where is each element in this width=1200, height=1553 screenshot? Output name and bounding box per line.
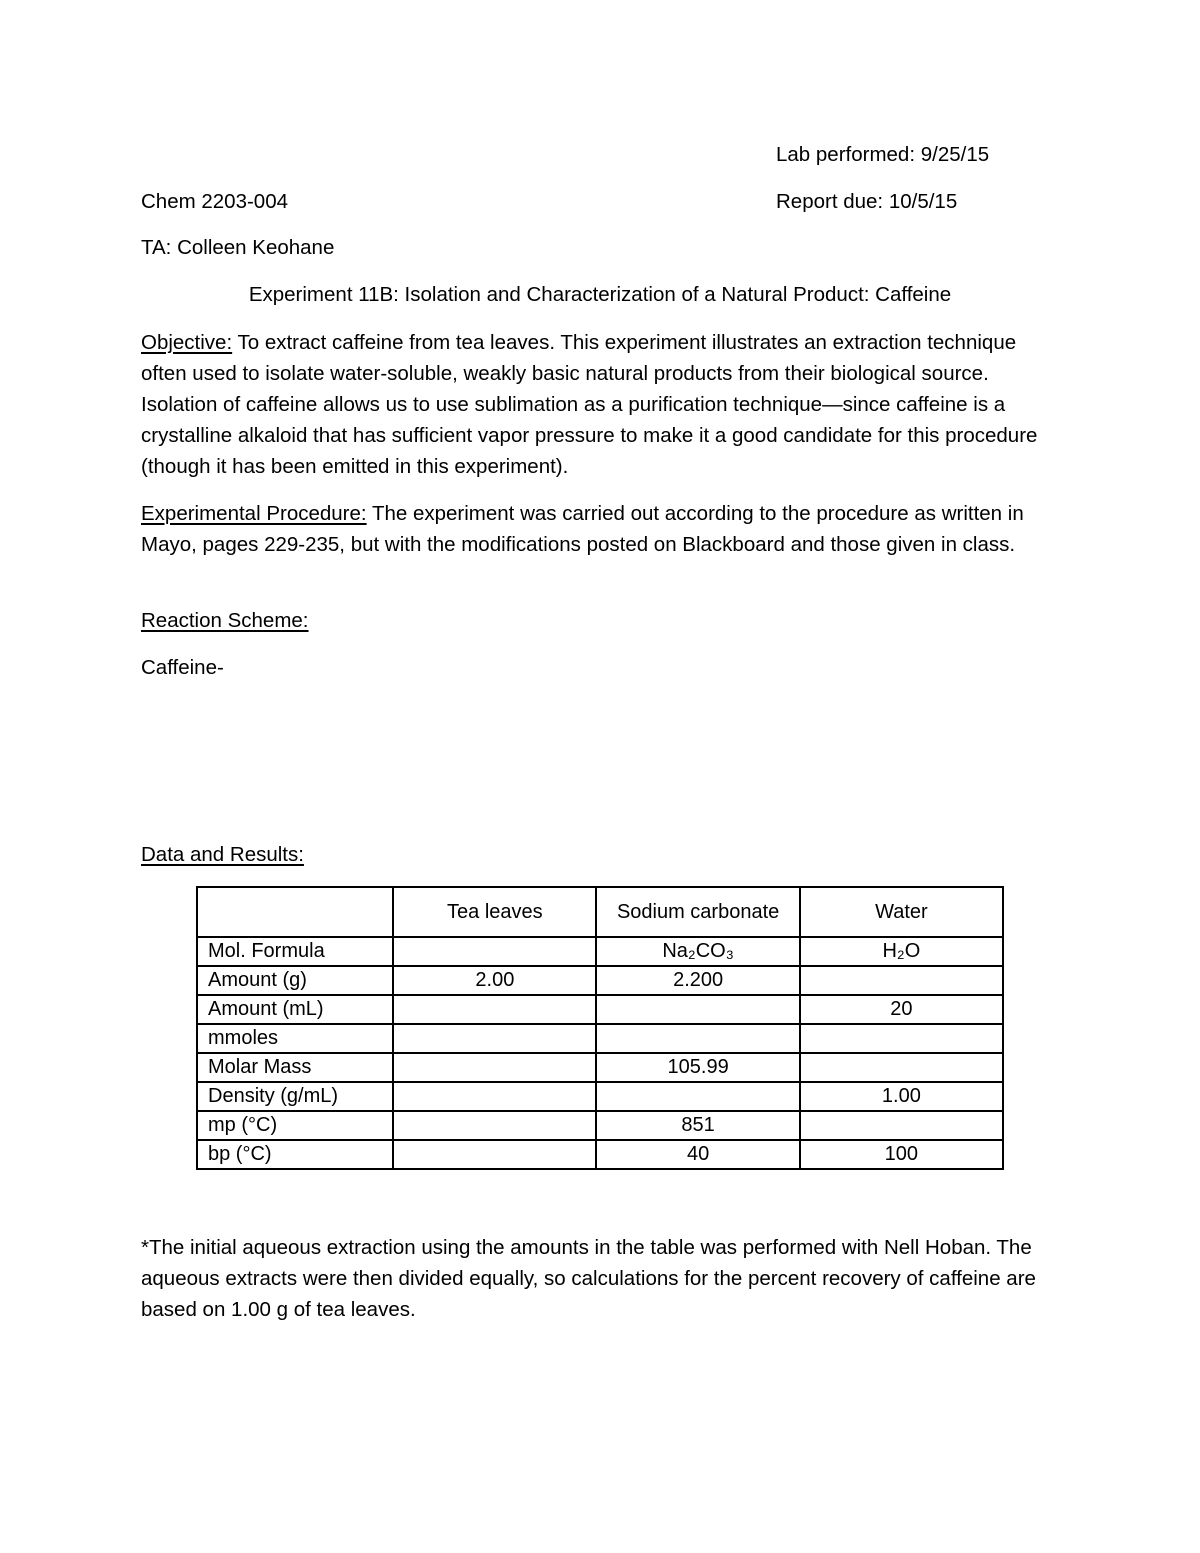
row-label: Density (g/mL) (197, 1082, 393, 1111)
course-number: Chem 2203-004 (141, 190, 289, 213)
table-cell (800, 1053, 1003, 1082)
caffeine-label: Caffeine- (141, 656, 224, 679)
table-cell: 851 (596, 1111, 799, 1140)
table-row (197, 1024, 1003, 1053)
table-cell: 1.00 (800, 1082, 1003, 1111)
table-cell (393, 937, 596, 966)
table-row (197, 966, 1003, 995)
column-header: Water (800, 887, 1003, 937)
ta-name: TA: Colleen Keohane (141, 236, 335, 259)
table-row (197, 937, 1003, 966)
table-cell: 105.99 (596, 1053, 799, 1082)
table-cell (596, 995, 799, 1024)
table-cell (393, 1053, 596, 1082)
procedure-heading: Experimental Procedure: (141, 502, 367, 525)
table-row (197, 1082, 1003, 1111)
row-label: mmoles (197, 1024, 393, 1053)
table-cell: 100 (800, 1140, 1003, 1169)
column-header: Sodium carbonate (596, 887, 799, 937)
table-cell: 2.200 (596, 966, 799, 995)
row-label: Amount (g) (197, 966, 393, 995)
table-cell: 40 (596, 1140, 799, 1169)
row-label: mp (°C) (197, 1111, 393, 1140)
table-cell: 20 (800, 995, 1003, 1024)
table-row (197, 1140, 1003, 1169)
table-row (197, 1111, 1003, 1140)
report-due-date: Report due: 10/5/15 (776, 190, 958, 213)
row-label: Mol. Formula (197, 937, 393, 966)
column-header (197, 887, 393, 937)
table-cell: 2.00 (393, 966, 596, 995)
table-cell (800, 966, 1003, 995)
row-label: Amount (mL) (197, 995, 393, 1024)
table-row (197, 1053, 1003, 1082)
footnote: *The initial aqueous extraction using the amounts in the table was performed with Nell Hoban. The aqueous extracts were then divided equally, so calculations for the percent recovery of caffeine are based on 1.00 g of tea leaves. (141, 1236, 1036, 1321)
table-cell (393, 1111, 596, 1140)
objective-heading: Objective: (141, 331, 233, 354)
lab-performed-date: Lab performed: 9/25/15 (776, 143, 990, 166)
objective-text: To extract caffeine from tea leaves. This experiment illustrates an extraction technique often used to isolate water-soluble, weakly basic natural products from their biological source. Isolation of caffeine allows us to use sublimation as a purification technique—since caffeine is a crystalline alkaloid that has sufficient vapor pressure to make it a good candidate for this procedure (though it has been emitted in this experiment). (141, 331, 1038, 478)
table-cell: H₂O (800, 937, 1003, 966)
table-cell (393, 1140, 596, 1169)
column-header: Tea leaves (393, 887, 596, 937)
table-cell (800, 1111, 1003, 1140)
table-cell (393, 1024, 596, 1053)
table-cell: Na₂CO₃ (596, 937, 799, 966)
objective-section (141, 327, 1056, 482)
table-cell (393, 1082, 596, 1111)
row-label: Molar Mass (197, 1053, 393, 1082)
table-cell (800, 1024, 1003, 1053)
procedure-text: The experiment was carried out according to the procedure as written in Mayo, pages 229-235, but with the modifications posted on Blackboard and those given in class. (141, 502, 1024, 556)
row-label: bp (°C) (197, 1140, 393, 1169)
data-table (196, 886, 1004, 1170)
procedure-section (141, 498, 1056, 560)
data-results-heading: Data and Results: (141, 843, 304, 866)
table-cell (596, 1082, 799, 1111)
table-header-row (197, 887, 1003, 937)
table-cell (393, 995, 596, 1024)
table-cell (596, 1024, 799, 1053)
table-row (197, 995, 1003, 1024)
reaction-scheme-heading: Reaction Scheme: (141, 609, 309, 632)
experiment-title: Experiment 11B: Isolation and Characterization of a Natural Product: Caffeine (248, 283, 952, 306)
